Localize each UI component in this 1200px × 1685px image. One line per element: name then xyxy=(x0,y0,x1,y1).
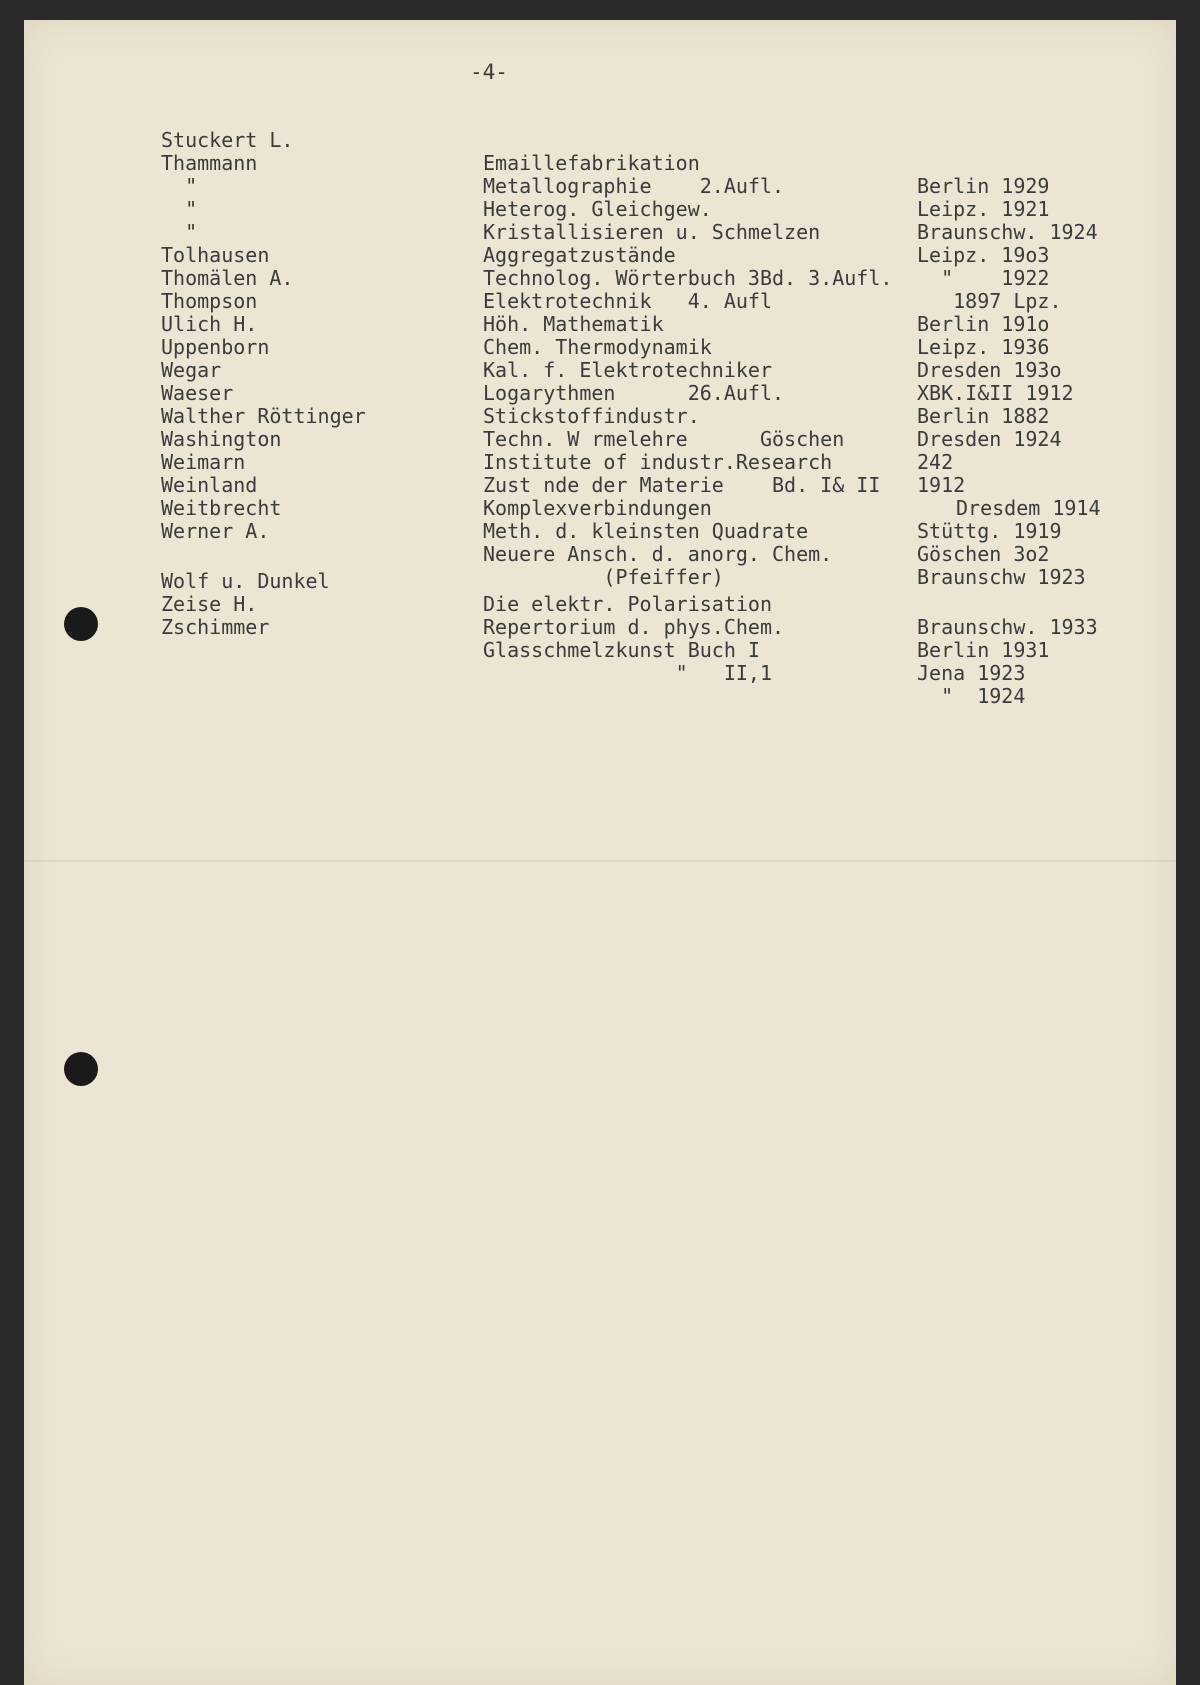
author: Zschimmer xyxy=(161,615,270,639)
publication-info: Braunschw 1923 xyxy=(917,565,1086,589)
title: Heterog. Gleichgew. xyxy=(483,197,712,221)
publication-info: 1912 xyxy=(917,473,966,497)
document-page xyxy=(24,20,1176,1685)
publication-info: Leipz. 19o3 xyxy=(917,243,1050,267)
author: " xyxy=(161,174,198,198)
title: Elektrotechnik 4. Aufl xyxy=(483,289,772,313)
title: Technolog. Wörterbuch 3Bd. 3.Aufl. xyxy=(483,266,893,290)
title: Aggregatzustände xyxy=(483,243,676,267)
publication-info: Dresden 1924 xyxy=(917,427,1062,451)
title: Die elektr. Polarisation xyxy=(483,592,772,616)
title: Meth. d. kleinsten Quadrate xyxy=(483,519,809,543)
title: Techn. W rmelehre Göschen xyxy=(483,427,845,451)
punch-hole-lower xyxy=(64,1052,98,1086)
title: Kristallisieren u. Schmelzen xyxy=(483,220,821,244)
publication-info: Leipz. 1936 xyxy=(917,335,1050,359)
author: Ulich H. xyxy=(161,312,258,336)
author: Werner A. xyxy=(161,519,270,543)
title: " II,1 xyxy=(483,661,772,685)
author: Walther Röttinger xyxy=(161,404,366,428)
author: Washington xyxy=(161,427,282,451)
author: Uppenborn xyxy=(161,335,270,359)
author: Tolhausen xyxy=(161,243,270,267)
title: Stickstoffindustr. xyxy=(483,404,700,428)
publication-info: " 1922 xyxy=(917,266,1050,290)
title: Logarythmen 26.Aufl. xyxy=(483,381,785,405)
publication-info: Berlin 1882 xyxy=(917,404,1050,428)
author: " xyxy=(161,220,198,244)
publication-info: Leipz. 1921 xyxy=(917,197,1050,221)
author: Zeise H. xyxy=(161,592,258,616)
author: Weimarn xyxy=(161,450,246,474)
title: Komplexverbindungen xyxy=(483,496,712,520)
title: Metallographie 2.Aufl. xyxy=(483,174,785,198)
publication-info: Dresden 193o xyxy=(917,358,1062,382)
title: Institute of industr.Research xyxy=(483,450,833,474)
publication-info: 1897 Lpz. xyxy=(917,289,1062,313)
publication-info: Berlin 191o xyxy=(917,312,1050,336)
title: Glasschmelzkunst Buch I xyxy=(483,638,760,662)
publication-info: Berlin 1929 xyxy=(917,174,1050,198)
author: Wegar xyxy=(161,358,222,382)
publication-info: Berlin 1931 xyxy=(917,638,1050,662)
author: " xyxy=(161,197,198,221)
publication-info: Braunschw. 1933 xyxy=(917,615,1098,639)
publication-info: Braunschw. 1924 xyxy=(917,220,1098,244)
title: Kal. f. Elektrotechniker xyxy=(483,358,772,382)
publication-info: 242 xyxy=(917,450,954,474)
title: Zust nde der Materie Bd. I& II xyxy=(483,473,881,497)
publication-info: XBK.I&II 1912 xyxy=(917,381,1074,405)
title: Höh. Mathematik xyxy=(483,312,664,336)
title: Neuere Ansch. d. anorg. Chem. xyxy=(483,542,833,566)
author: Weitbrecht xyxy=(161,496,282,520)
page-number: -4- xyxy=(470,60,508,84)
title: (Pfeiffer) xyxy=(483,565,724,589)
publication-info: Jena 1923 xyxy=(917,661,1026,685)
paper-fold-line xyxy=(24,860,1176,862)
author: Stuckert L. xyxy=(161,128,294,152)
author: Weinland xyxy=(161,473,258,497)
author: Waeser xyxy=(161,381,234,405)
publication-info: " 1924 xyxy=(917,684,1026,708)
author: Wolf u. Dunkel xyxy=(161,569,330,593)
author: Thomälen A. xyxy=(161,266,294,290)
publication-info: Stüttg. 1919 xyxy=(917,519,1062,543)
author: Thompson xyxy=(161,289,258,313)
title: Repertorium d. phys.Chem. xyxy=(483,615,785,639)
title: Chem. Thermodynamik xyxy=(483,335,712,359)
publication-info: Göschen 3o2 xyxy=(917,542,1050,566)
publication-info: Dresdem 1914 xyxy=(956,496,1101,520)
author: Thammann xyxy=(161,151,258,175)
title: Emaillefabrikation xyxy=(483,151,700,175)
